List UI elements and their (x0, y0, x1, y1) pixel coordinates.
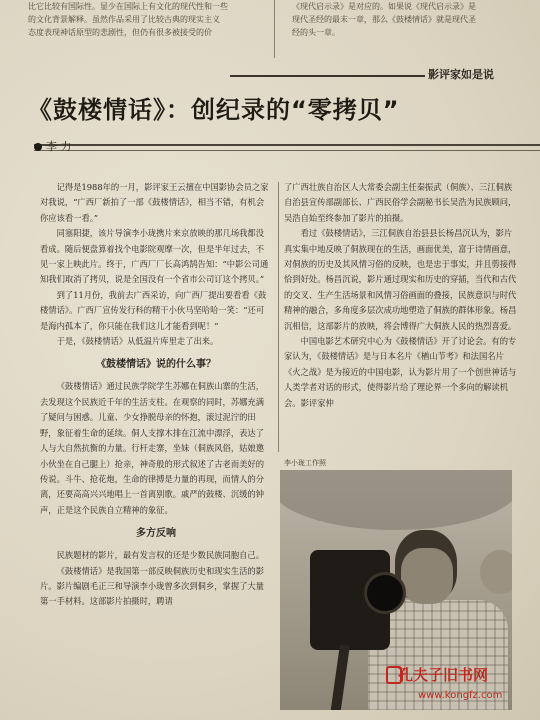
subheading: 多方反响 (136, 528, 176, 540)
paragraph: 看过《鼓楼情话》，三江侗族自治县县长杨昌沉认为，影片真实集中地反映了侗族现在的生活，画面优美，富于诗情画意，对侗族的历史及其风情习俗的反映，也是忠于事实，并且剪接得恰到好处。杨昌沉说，影片通过现实和历史的穿插，当代和古代的交叉、生产生活场景和风情习俗画面的叠接，民族意识与时代精神的融合，多角度多层次成功地塑造了侗族的群体形象。杨昌沉相信，这部影片的放映，将会博得广大侗族人民的热烈喜爱。 (284, 228, 517, 331)
text-line: 态度表现神话原型的悲剧性，但仍有很多被接受的价 (28, 28, 212, 37)
section-rule (230, 75, 425, 77)
title-rule-thin (34, 150, 540, 151)
paragraph: 《鼓楼情话》是我国第一部反映侗族历史和现实生活的影片。影片编剧毛正三和导演李小珑曾多次到侗乡，掌握了大量第一手材料。这部影片拍摄时，聘请 (40, 565, 265, 607)
text-line: 经的头一章。 (292, 28, 340, 37)
camera-tripod (330, 645, 350, 710)
person-face (401, 548, 453, 604)
paragraph: 于是，《鼓楼情话》从低温片库里走了出来。 (56, 336, 219, 347)
photo-caption: 李小珑工作照 (284, 459, 326, 467)
title-rule (34, 144, 540, 146)
text-line: 的文化背景解释。虽然作品采用了比较古典的现实主义 (28, 15, 220, 24)
previous-article-right-column (292, 0, 537, 39)
background-person (480, 550, 512, 594)
text-line: 比它比较有国际性。显少在国际上有文化的现代性和一些 (28, 2, 228, 11)
column-divider (274, 0, 275, 58)
camera-lens (364, 572, 406, 614)
section-label: 影评家如是说 (428, 68, 494, 81)
author-name: 李 力 (46, 140, 72, 153)
paragraph: 《鼓楼情话》通过民族学院学生苏娜在侗族山寨的生活，去发现这个民族近千年的生活支柱。在观察的同时，苏娜充满了疑问与困惑。儿童、少女挣脱母亲的怀抱，滚过泥泞的田野，象征着生命的延续。侗人支撑木排在江流中漂浮，表达了人与大自然抗衡的力量。行杆走寨，坐妹（侗族风俗，姑娘邀小伙坐在自己腿上）抢亲，神奇般的形式叙述了古老而美好的传说。斗牛、抢花炮，生命的律搏是力量的再现，而情人的分离，还要高高兴兴地唱上一首离别歌。戚严的鼓楼、沉缓的钟声，正是这个民族自立精神的象征。 (40, 381, 265, 515)
subheading: 《鼓楼情话》说的什么事？ (96, 359, 216, 371)
text-line: 现代圣经的最末一章，那么《鼓楼情话》就是现代圣 (292, 15, 476, 24)
article-right-column (284, 180, 520, 411)
paragraph: 了广西壮族自治区人大常委会副主任秦振武（侗族）、三江侗族自治县宣传部副部长、广西民俗学会副秘书长吴浩为民族顾问，吴浩自始至终参加了影片的拍摄。 (284, 182, 517, 223)
umbrella-shape (280, 470, 512, 530)
article-left-column (40, 180, 272, 610)
previous-article-tail (10, 0, 530, 60)
bullet-icon (34, 143, 42, 151)
watermark-name: 孔夫子旧书网 (398, 666, 489, 684)
column-divider (278, 182, 279, 452)
paragraph: 记得是1988年的一月，影评家王云擅在中国影协会员之家对我说，“广西厂新拍了一部《鼓楼情话》，相当不错，有机会你应该看一看。” (40, 182, 269, 223)
paragraph: 到了11月份，我前去广西采访，向广西厂提出要看看《鼓楼情话》。广西厂宣传发行科的精干小伙马坚哈哈一笑：“还可是海内孤本了，你只能在我们这儿才能看到呢！” (40, 289, 267, 331)
watermark-url: www.kongfz.com (418, 690, 503, 701)
text-line: 《现代启示录》是对应的。如果说《现代启示录》是 (292, 2, 476, 11)
previous-article-left-column (28, 0, 278, 39)
article-title: 《鼓楼情话》：创纪录的“零拷贝” (28, 96, 400, 124)
author-byline (34, 138, 72, 154)
paragraph: 民族题材的影片，最有发言权的还是少数民族同胞自己。 (56, 550, 265, 561)
paragraph: 中国电影艺术研究中心为《鼓楼情话》开了讨论会。有的专家认为，《鼓楼情话》是与日本名片《楢山节考》和法国名片《火之战》是为接近的中国电影，认为影片用了一个创世神话与人类学者对话的形式，使得影片给了理论界一个多向的解读机会。影评家仲 (284, 336, 517, 408)
paragraph: 同塞阳捷，该片导演李小珑携片来京放映的那几场我都没看成。随后便盘算着找个电影院观摩一次，但是半年过去，不见一家上映此片。终于，广西厂厂长高鸿鹄告知：“中影公司通知我们取消了拷贝，说是全国没有一个省市公司订这个拷贝。” (40, 228, 269, 285)
